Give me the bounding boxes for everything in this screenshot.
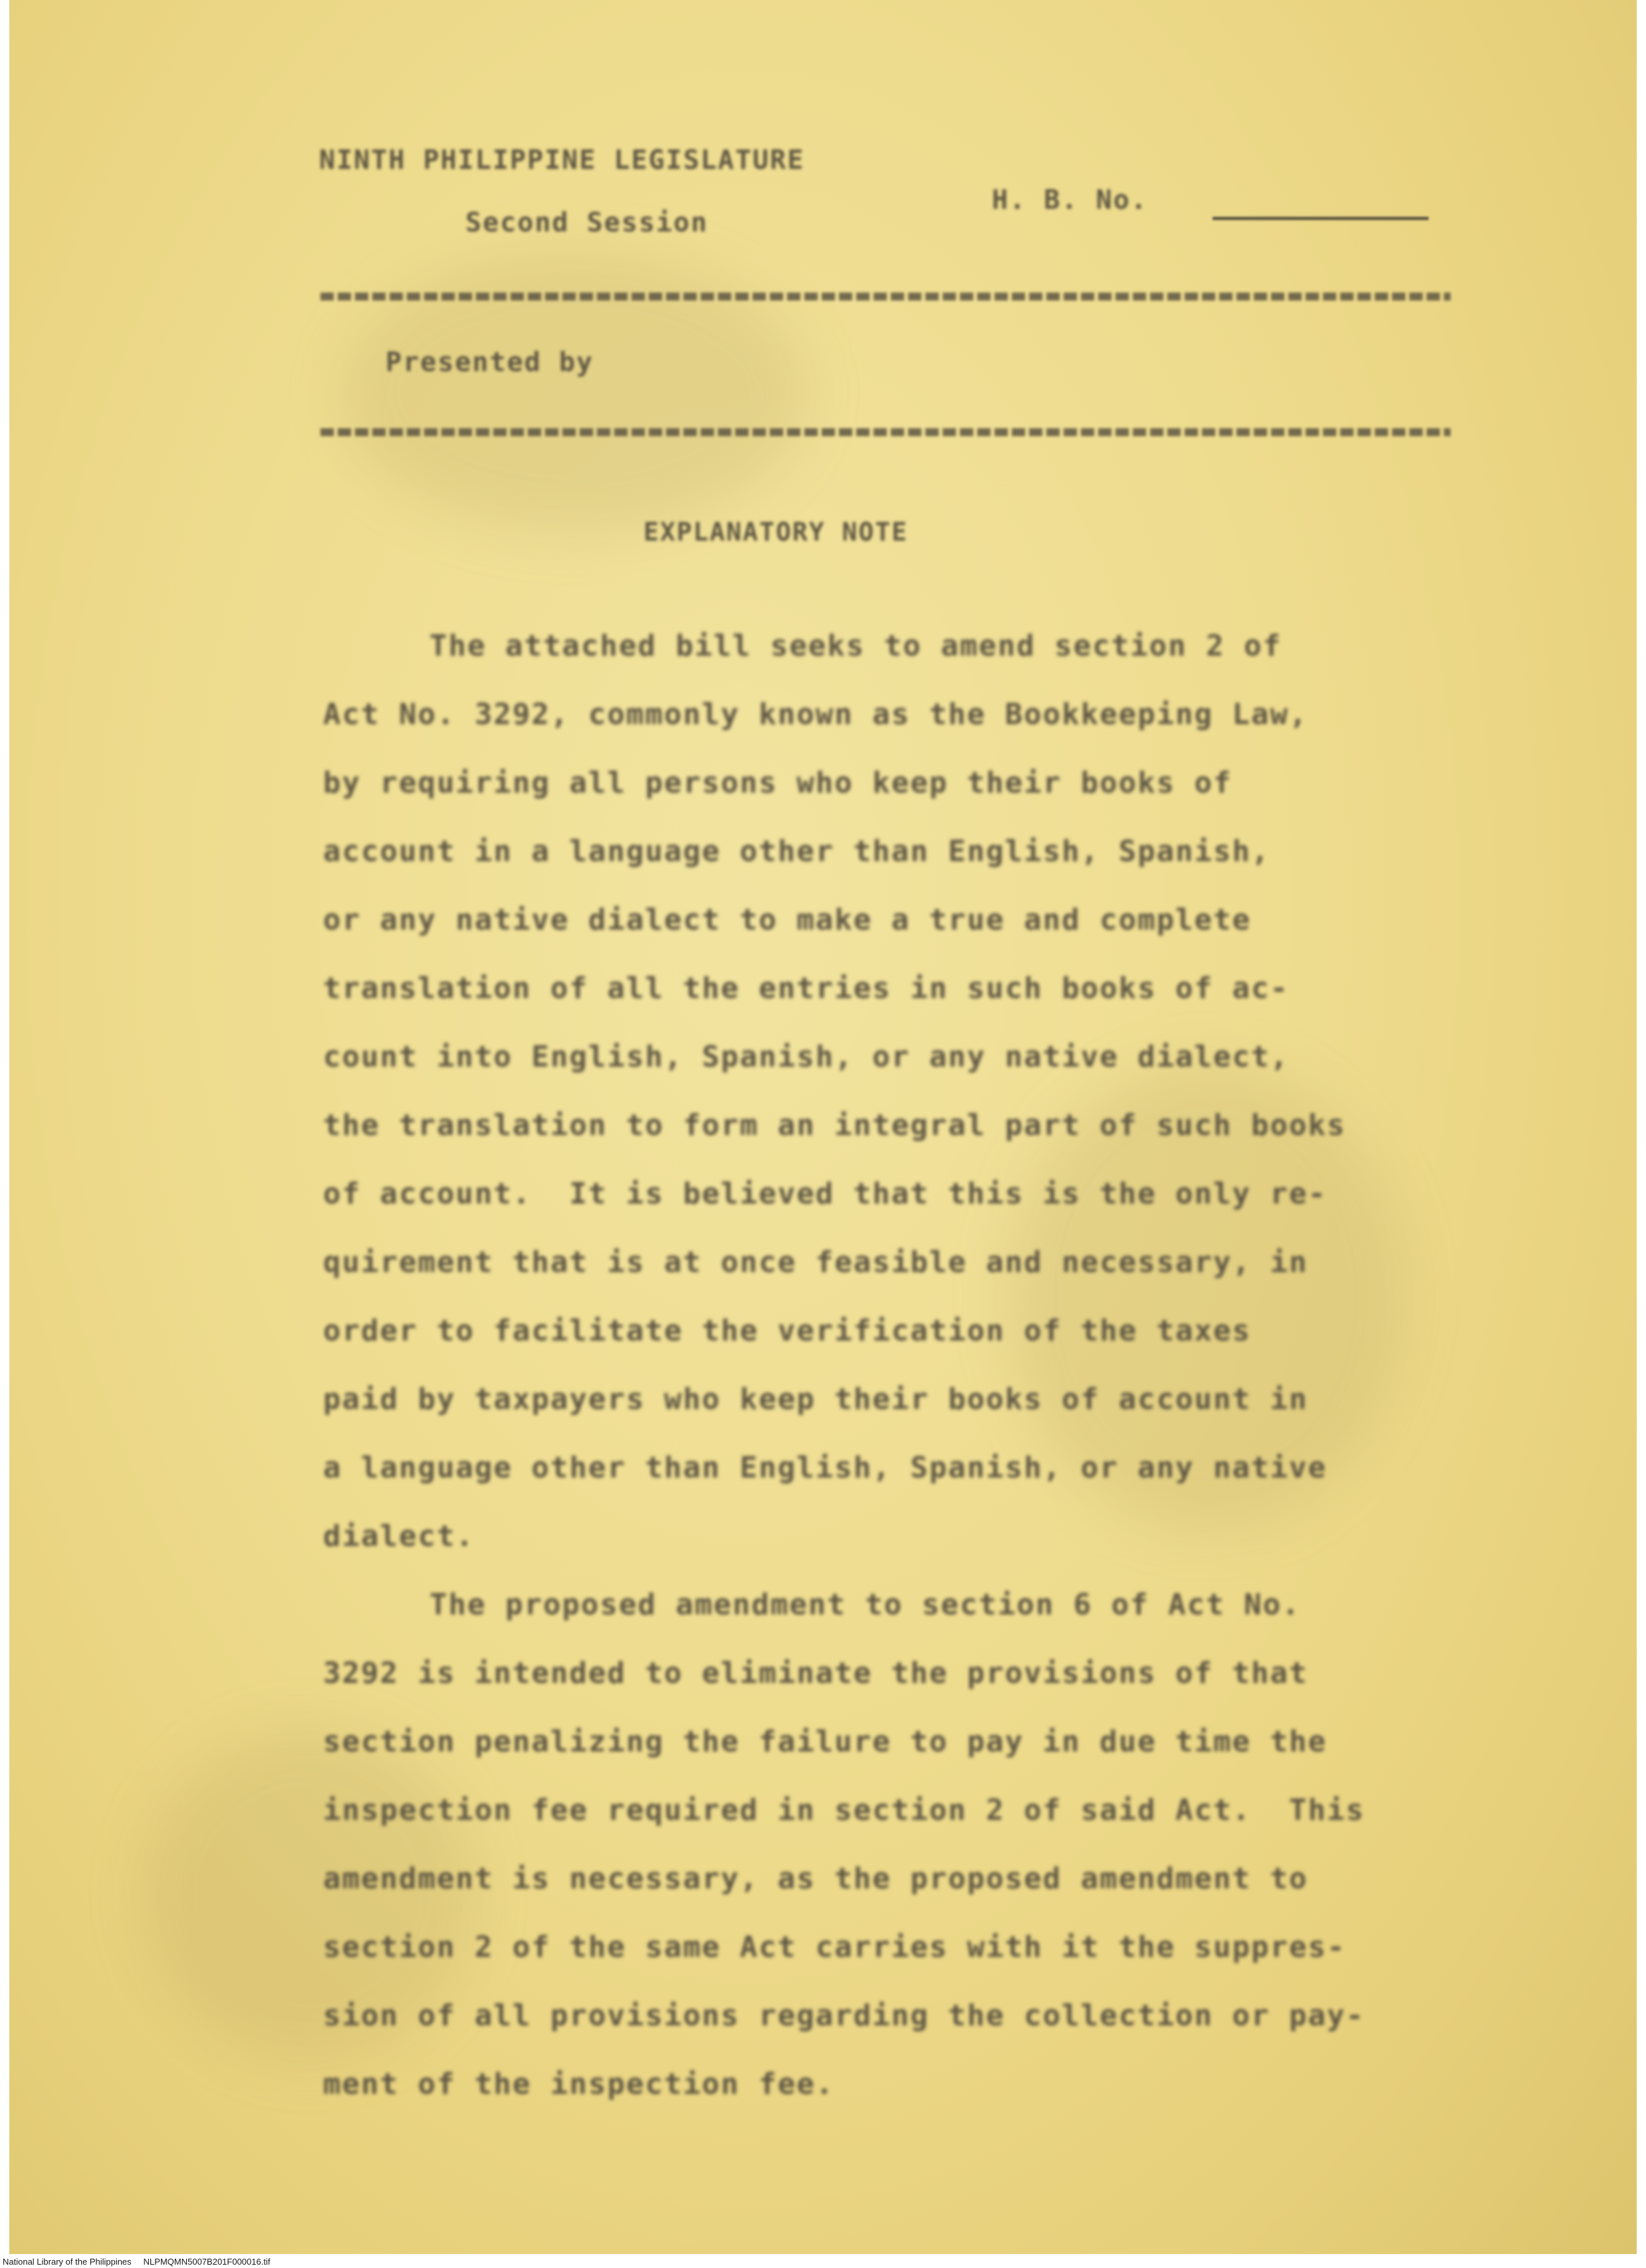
- file-identifier: NLPMQMN5007B201F000016.tif: [143, 2257, 271, 2267]
- text-line: The proposed amendment to section 6 of Act No.: [429, 1588, 1301, 1622]
- session-heading: Second Session: [465, 207, 709, 238]
- document-page: [9, 0, 1637, 2254]
- library-credit: National Library of the Philippines: [3, 2257, 132, 2267]
- bill-number-label: H. B. No.: [992, 185, 1148, 215]
- header-rule-bottom: [320, 428, 1451, 436]
- text-line: sion of all provisions regarding the collection or pay-: [323, 1999, 1365, 2033]
- presented-by-label: Presented by: [386, 347, 594, 378]
- text-line: translation of all the entries in such books of ac-: [323, 971, 1290, 1005]
- text-line: section penalizing the failure to pay in due time the: [323, 1725, 1327, 1759]
- text-line: ment of the inspection fee.: [323, 2067, 835, 2101]
- text-line: amendment is necessary, as the proposed amendment to: [323, 1862, 1308, 1896]
- text-line: dialect.: [323, 1519, 475, 1553]
- text-line: a language other than English, Spanish, or any native: [323, 1451, 1327, 1485]
- text-line: order to facilitate the verification of the taxes: [323, 1314, 1252, 1348]
- text-line: the translation to form an integral part of such books: [323, 1108, 1346, 1142]
- legislature-heading: NINTH PHILIPPINE LEGISLATURE: [319, 145, 805, 176]
- text-line: quirement that is at once feasible and necessary, in: [323, 1245, 1308, 1279]
- text-line: section 2 of the same Act carries with it the suppres-: [323, 1930, 1346, 1964]
- text-line: inspection fee required in section 2 of said Act. This: [323, 1793, 1365, 1827]
- archive-footer: [0, 2255, 1646, 2268]
- text-line: of account. It is believed that this is the only re-: [323, 1177, 1327, 1211]
- note-paragraph-1: [323, 612, 1493, 1571]
- note-title: EXPLANATORY NOTE: [644, 517, 909, 547]
- text-line: Act No. 3292, commonly known as the Bookkeeping Law,: [323, 697, 1308, 731]
- text-line: The attached bill seeks to amend section 2 of: [429, 629, 1282, 663]
- text-line: by requiring all persons who keep their books of: [323, 766, 1233, 800]
- bill-number-blank: [1213, 217, 1429, 220]
- note-body: [323, 612, 1493, 2118]
- text-line: or any native dialect to make a true and complete: [323, 903, 1252, 937]
- text-line: count into English, Spanish, or any native dialect,: [323, 1040, 1290, 1074]
- text-line: 3292 is intended to eliminate the provisions of that: [323, 1656, 1308, 1690]
- text-line: paid by taxpayers who keep their books of account in: [323, 1382, 1308, 1416]
- text-line: account in a language other than English, Spanish,: [323, 834, 1270, 868]
- header-rule-top: [320, 293, 1451, 301]
- note-paragraph-2: [323, 1571, 1493, 2118]
